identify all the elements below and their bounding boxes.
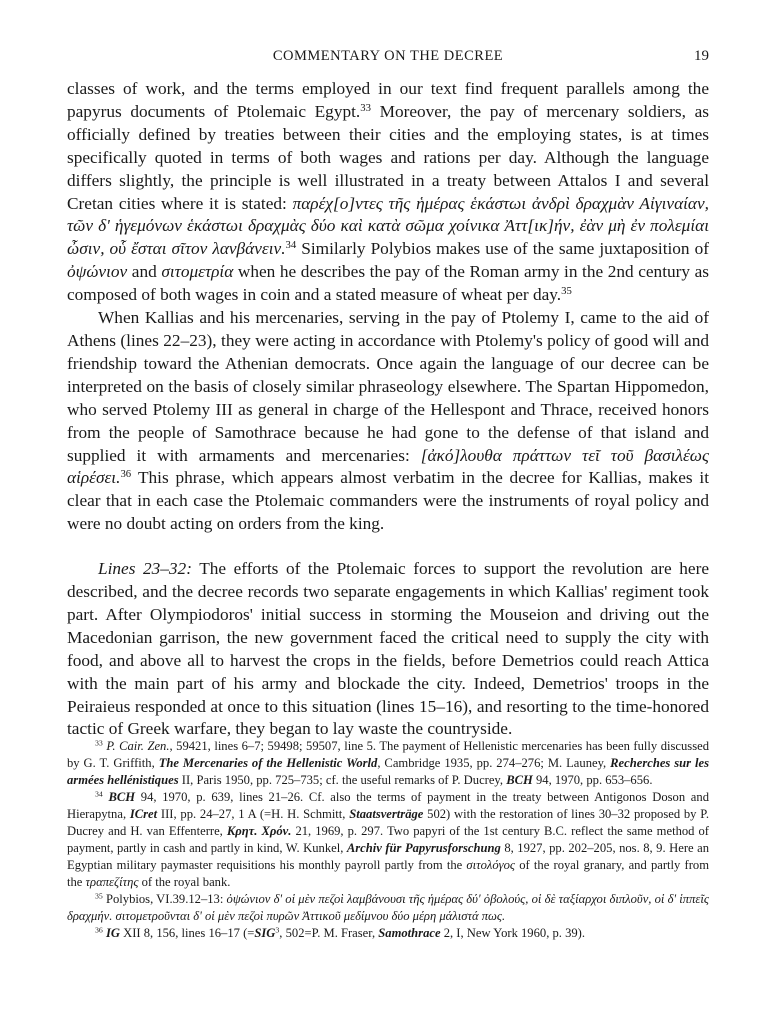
section-gap xyxy=(67,536,709,558)
footnote-ref-36[interactable]: 36 xyxy=(120,468,132,481)
page xyxy=(67,48,709,741)
footnote-33: $^{33}$ P. Cair. Zen., 59421, lines 6–7; 59498; 59507, line 5. The payment of Hellenistic mercenaries has been fully discussed by G. T. Griffith, The Mercenaries of the Hellenistic World, Cambridge 1935, pp. 274–276; M. Launey, Recherches sur les armées hellénistiques II, Paris 1950, pp. 725–735; cf. the useful remarks of P. Ducrey, BCH 94, 1970, pp. 653–656. xyxy=(67,738,709,787)
paragraph-2: When Kallias and his mercenaries, serving in the pay of Ptolemy I, came to the aid of Athens (lines 22–23), they were acting in accordance with Ptolemy's policy of good will and friendship toward the Athenian democrats. Once again the language of our decree can be interpreted on the basis of closely similar phraseology elsewhere. The Spartan Hippomedon, who served Ptolemy III as general in charge of the Hellespont and Thrace, received honors from the people of Samothrace because he had gone to the defense of that island and supplied it with armaments and mercenaries: [ἀκό]λουθα πράττων τεῖ τοῦ βασιλέως αἱρέσει.$^{36}$ This phrase, which appears almost verbatim in the decree for Kallias, makes it clear that in each case the Ptolemaic commanders were the instruments of royal policy and were no doubt acting on orders from the king. xyxy=(67,308,709,534)
paragraph-1: classes of work, and the terms employed in our text find frequent parallels among the papyrus documents of Ptolemaic Egypt.$^{33}$ Moreover, the pay of mercenary soldiers, as officially defined by treaties between their cities and the employing states, is at times specifically quoted in terms of both wages and rations per day. Although the language differs slightly, the principle is well illustrated in a treaty between Attalos I and several Cretan cities where it is stated: παρέχ[ο]ντες τῆς ἡμέρας ἑκάστωι ἀνδρὶ δραχμὰν Αἰγιναίαν, τῶν δ' ἡγεμόνων ἑκάστωι δραχμὰς δύο καὶ κατὰ σῶμα χοίνικα Ἀττ[ικ]ήν, ἐὰν μὴ ἐν πολεμίαι ὦσιν, οὗ ἔσται σῖτον λανβάνειν.$^{34}$ Similarly Polybios makes use of the same juxtaposition of ὀψώνιον and σιτομετρία when he describes the pay of the Roman army in the 2nd century as composed of both wages in coin and a stated measure of wheat per day.$^{35}$ xyxy=(67,79,710,305)
paragraph-3: Lines 23–32: The efforts of the Ptolemaic forces to support the revolution are here described, and the decree records two separate engagements in which Kallias' regiment took part. After Olympiodoros' initial success in storming the Mouseion and driving out the Macedonian garrison, the new government faced the critical need to supply the city with food, and above all to harvest the crops in the fields, before Demetrios could reach Attica with the main part of his army and blockade the city. Indeed, Demetrios' troops in the Peiraieus responded at once to this situation (lines 15–16), and resorting to the time-honored tactic of Greek warfare, they began to lay waste the countryside. xyxy=(67,559,710,739)
running-title: COMMENTARY ON THE DECREE xyxy=(272,48,504,64)
greek-quote: [ἀκό]λουθα πράττων τεῖ τοῦ βασιλέως αἱρέσει. xyxy=(67,445,709,488)
footnote-ref-33[interactable]: 33 xyxy=(360,102,371,115)
footnote-35: $^{35}$ Polybios, VI.39.12–13: ὀψώνιον δ' οἱ μὲν πεζοὶ λαμβάνουσι τῆς ἡμέρας δύ' ὀβολούς, οἱ δὲ ταξίαρχοι διπλοῦν, οἱ δ' ἱππεῖς δραχμήν. σιτομετροῦνται δ' οἱ μὲν πεζοὶ πυρῶν Ἀττικοῦ μεδίμνου δύο μέρη μάλιστά πως. xyxy=(67,891,709,923)
footnote-34: $^{34}$ BCH 94, 1970, p. 639, lines 21–26. Cf. also the terms of payment in the treaty between Antigonos Doson and Hierapytna, ICret III, pp. 24–27, 1 A (=H. H. Schmitt, Staatsverträge 502) with the restoration of lines 30–32 proposed by P. Ducrey and H. van Effenterre, Κρητ. Χρόν. 21, 1969, p. 297. Two papyri of the 1st century B.C. reflect the same method of payment, partly in cash and partly in kind, W. Kunkel, Archiv für Papyrusforschung 8, 1927, pp. 202–205, nos. 8, 9. Here an Egyptian military paymaster requisitions his monthly payroll partly from the σιτολόγος of the royal granary, and partly from the τραπεζίτης of the royal bank. xyxy=(67,789,709,889)
greek-quote: παρέχ[ο]ντες τῆς ἡμέρας ἑκάστωι ἀνδρὶ δραχμὰν Αἰγιναίαν, τῶν δ' ἡγεμόνων ἑκάστωι δραχμὰς δύο καὶ κατὰ σῶμα χοίνικα Ἀττ[ικ]ήν, ἐὰν μὴ ἐν πολεμίαι ὦσιν, οὗ ἔσται σῖτον λανβάνειν. xyxy=(67,193,709,259)
footnote-ref-35[interactable]: 35 xyxy=(561,285,572,298)
footnote-ref-34[interactable]: 34 xyxy=(285,239,297,252)
footnote-36: $^{36}$ IG XII 8, 156, lines 16–17 ($=SIG^3$, 502=P. M. Fraser, Samothrace 2, I, New York 1960, p. 39). xyxy=(95,925,586,940)
page-number: 19 xyxy=(694,48,709,64)
running-header xyxy=(67,48,709,78)
footnotes xyxy=(67,738,709,942)
section-label: Lines 23–32: xyxy=(98,559,192,579)
main-text xyxy=(67,78,709,741)
